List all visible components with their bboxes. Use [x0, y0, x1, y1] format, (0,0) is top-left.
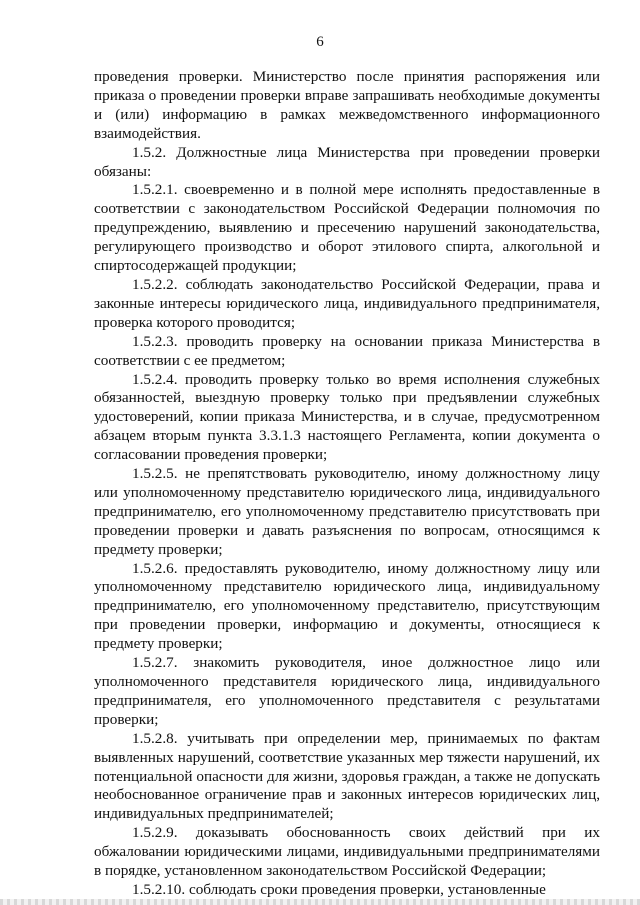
paragraph: проведения проверки. Министерство после принятия распоряжения или приказа о проведении проверки вправе запрашивать необходимые документы и (или) информацию в рамках межведомственного информационного взаимодействия. — [94, 68, 600, 142]
paragraph: 1.5.2.7. знакомить руководителя, иное должностное лицо или уполномоченного представителя юридического лица, индивидуального предпринимателя, его уполномоченного представителя с результатами проверки; — [94, 654, 600, 728]
paragraph: 1.5.2.9. доказывать обоснованность своих действий при их обжаловании юридическими лицами, индивидуальными предпринимателями в порядке, установленном законодательством Российской Федерации; — [94, 824, 600, 880]
paragraph: 1.5.2. Должностные лица Министерства при проведении проверки обязаны: — [94, 143, 600, 180]
paragraph: 1.5.2.5. не препятствовать руководителю, иному должностному лицу или уполномоченному представителю юридического лица, индивидуального предпринимателю, его уполномоченному представителю присутствовать при проведении проверки и давать разъяснения по вопросам, относящимся к предмету проверки; — [94, 465, 600, 558]
paragraph: 1.5.2.3. проводить проверку на основании приказа Министерства в соответствии с ее предметом; — [94, 332, 600, 369]
paragraph: 1.5.2.1. своевременно и в полной мере исполнять предоставленные в соответствии с законодательством Российской Федерации полномочия по предупреждению, выявлению и пресечению нарушений законодательства, регулирующего производство и оборот этилового спирта, алкогольной и спиртосодержащей продукции; — [94, 181, 600, 275]
paragraph: 1.5.2.8. учитывать при определении мер, принимаемых по фактам выявленных нарушений, соответствие указанных мер тяжести нарушений, их потенциальной опасности для жизни, здоровья граждан, а также не допускать необоснованное ограничение прав и законных интересов юридических лиц, индивидуальных предпринимателей; — [94, 729, 600, 823]
scan-edge — [0, 899, 640, 905]
paragraph: 1.5.2.6. предоставлять руководителю, иному должностному лицу или уполномоченному представителю юридического лица, индивидуальному предпринимателю, его уполномоченному представителю, присутствующим при проведении проверки, информацию и документы, относящиеся к предмету проверки; — [94, 559, 600, 653]
document-body — [94, 68, 600, 900]
paragraph: 1.5.2.2. соблюдать законодательство Российской Федерации, права и законные интересы юридического лица, индивидуального предпринимателя, проверка которого проводится; — [94, 275, 600, 331]
page-number: 6 — [316, 34, 324, 50]
paragraph: 1.5.2.4. проводить проверку только во время исполнения служебных обязанностей, выездную проверку только при предъявлении служебных удостоверений, копии приказа Министерства, и в случае, предусмотренном абзацем вторым пункта 3.3.1.3 настоящего Регламента, копии документа о согласовании проведения проверки; — [94, 370, 600, 464]
paragraph: 1.5.2.10. соблюдать сроки проведения проверки, установленные — [132, 880, 546, 898]
